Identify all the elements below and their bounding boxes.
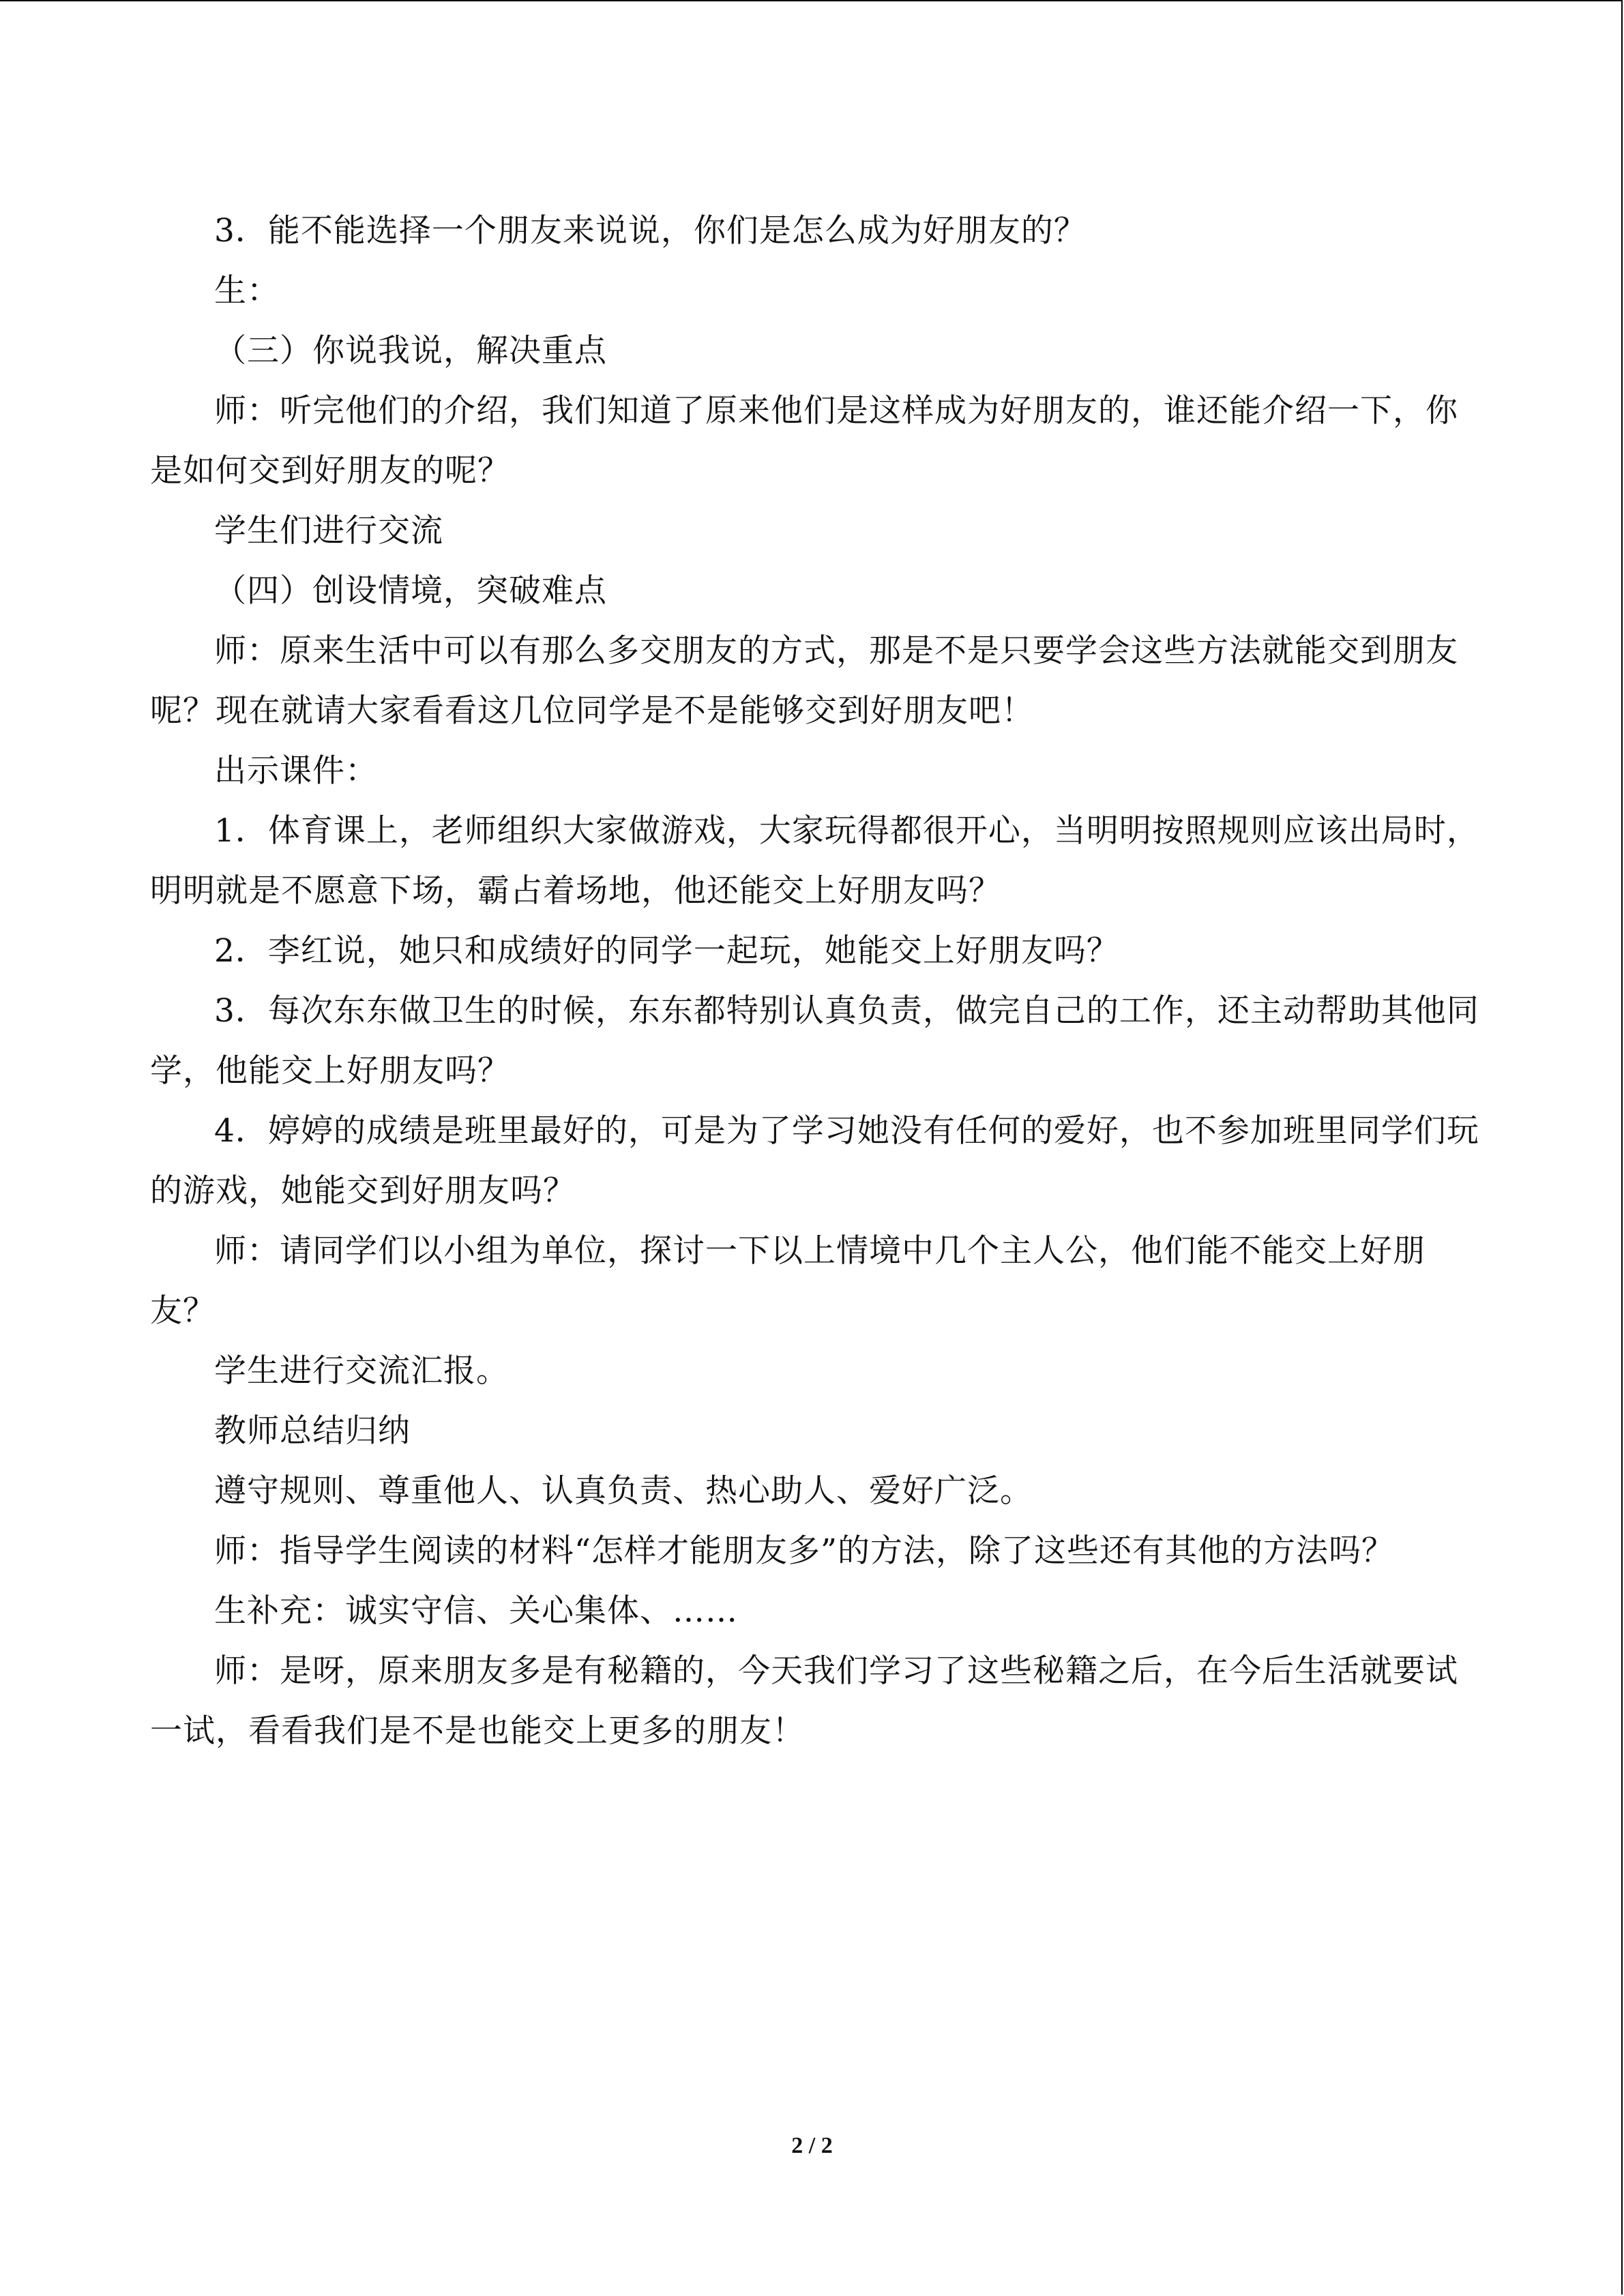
scenario-item: 4．婷婷的成绩是班里最好的，可是为了学习她没有任何的爱好，也不参加班里同学们玩的游戏，她能交到好朋友吗？ — [150, 1112, 1479, 1210]
paragraph: 师：请同学们以小组为单位，探讨一下以上情境中几个主人公，他们能不能交上好朋友？ — [150, 1232, 1426, 1330]
paragraph: 学生进行交流汇报。 — [214, 1352, 509, 1390]
paragraph: 生补充：诚实守信、关心集体、…… — [214, 1592, 738, 1630]
scenario-item: 3．每次东东做卫生的时候，东东都特别认真负责，做完自己的工作，还主动帮助其他同学，他能交上好朋友吗？ — [150, 992, 1479, 1090]
scenario-item: 2．李红说，她只和成绩好的同学一起玩，她能交上好朋友吗？ — [214, 932, 1119, 970]
document-body — [150, 201, 1480, 1761]
paragraph: 出示课件： — [214, 752, 378, 790]
paragraph: 教师总结归纳 — [214, 1412, 411, 1450]
paragraph: 师：原来生活中可以有那么多交朋友的方式，那是不是只要学会这些方法就能交到朋友呢？现在就请大家看看这几位同学是不是能够交到好朋友吧！ — [150, 632, 1458, 730]
paragraph: 师：指导学生阅读的材料“怎样才能朋友多”的方法，除了这些还有其他的方法吗？ — [214, 1532, 1395, 1570]
paragraph: 学生们进行交流 — [214, 512, 443, 550]
paragraph: 生： — [214, 272, 280, 310]
paragraph: 师：是呀，原来朋友多是有秘籍的，今天我们学习了这些秘籍之后，在今后生活就要试一试，看看我们是不是也能交上更多的朋友！ — [150, 1652, 1458, 1750]
paragraph: 3．能不能选择一个朋友来说说，你们是怎么成为好朋友的？ — [214, 212, 1087, 250]
section-heading: （三）你说我说，解决重点 — [214, 332, 607, 370]
scenario-item: 1．体育课上，老师组织大家做游戏，大家玩得都很开心，当明明按照规则应该出局时，明明就是不愿意下场，霸占着场地，他还能交上好朋友吗？ — [150, 812, 1479, 910]
paragraph: 师：听完他们的介绍，我们知道了原来他们是这样成为好朋友的，谁还能介绍一下，你是如何交到好朋友的呢？ — [150, 392, 1458, 490]
section-heading: （四）创设情境，突破难点 — [214, 572, 607, 610]
page-number: 2 / 2 — [791, 2133, 833, 2158]
paragraph: 遵守规则、尊重他人、认真负责、热心助人、爱好广泛。 — [214, 1472, 1033, 1510]
